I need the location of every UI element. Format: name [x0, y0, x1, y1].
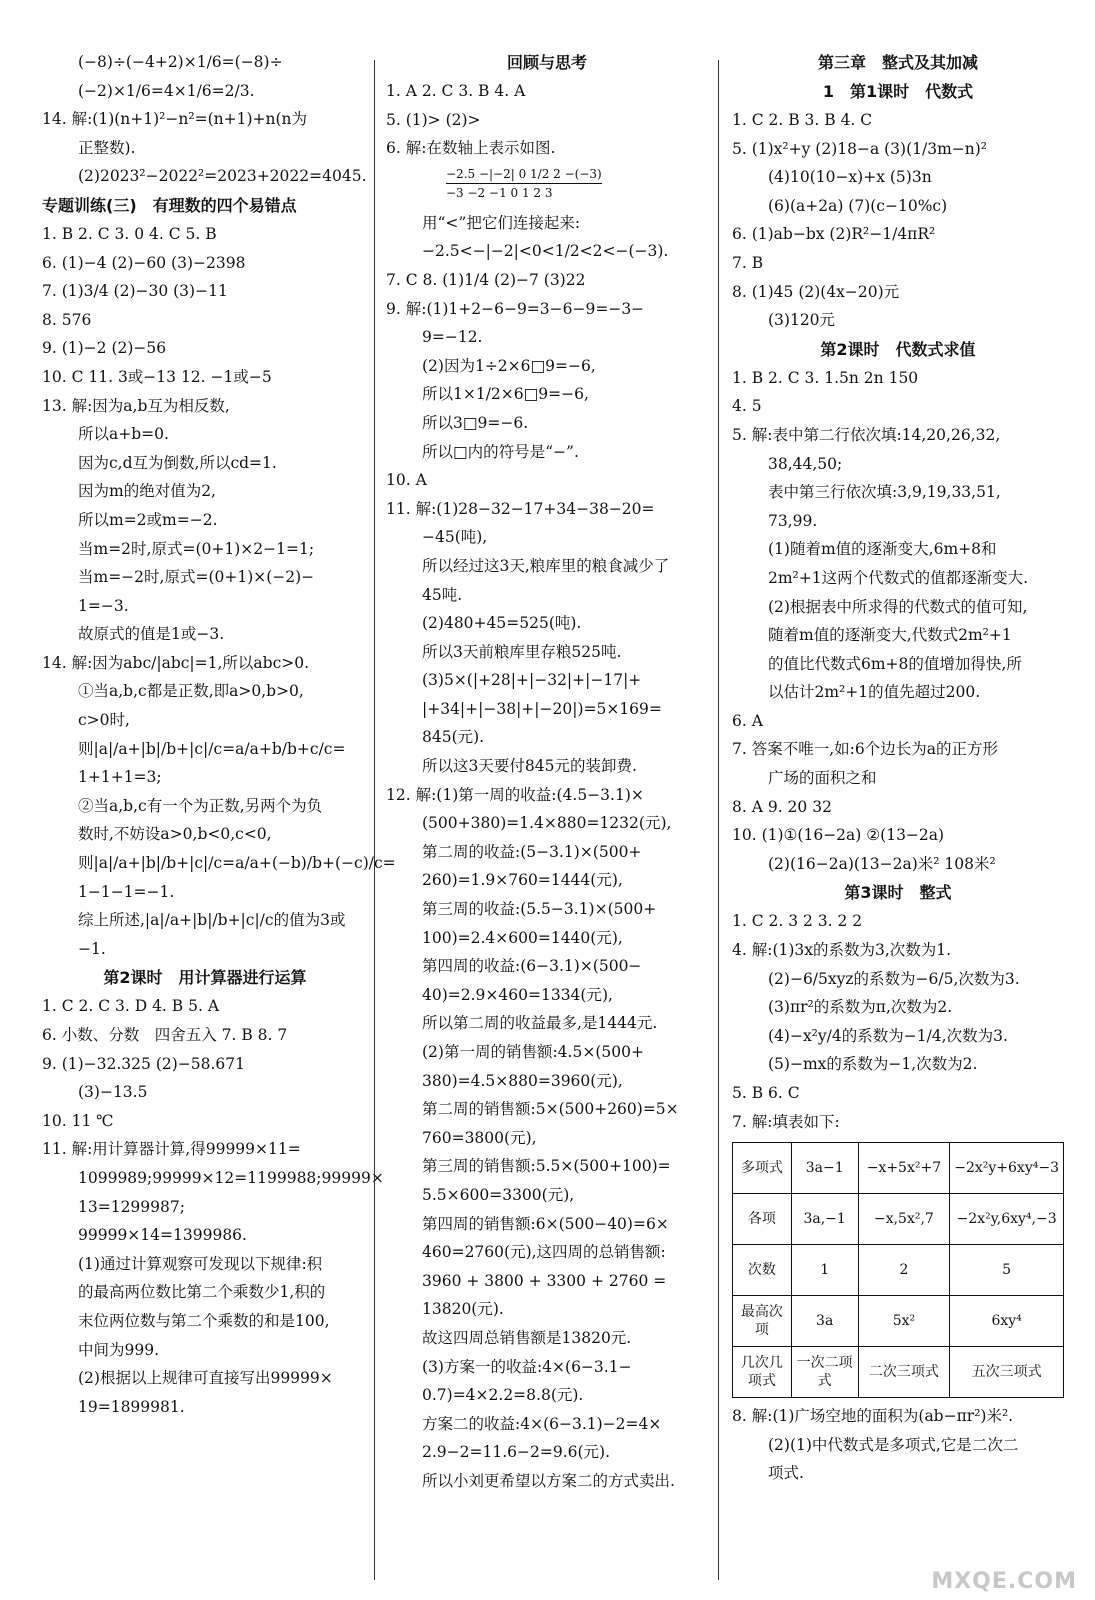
- text-line: 4. 解:(1)3x的系数为3,次数为1.: [732, 941, 952, 960]
- text-line: 9=−12.: [422, 328, 483, 347]
- text-line: (2)(16−2a)(13−2a)米² 108米²: [768, 854, 996, 873]
- section-heading: 第3课时 整式: [844, 883, 952, 903]
- text-line: 5. B 6. C: [732, 1084, 800, 1102]
- text-line: 因为c,d互为倒数,所以cd=1.: [78, 453, 277, 472]
- text-line: 7. B: [732, 253, 764, 272]
- text-line: 的最高两位数比第二个乘数少1,积的: [78, 1283, 326, 1302]
- text-line: 380)=4.5×880=3960(元),: [422, 1071, 623, 1090]
- text-line: 所以3□9=−6.: [422, 413, 529, 432]
- text-line: −2.5<−|−2|<0<1/2<2<−(−3).: [422, 242, 669, 261]
- table-cell: 一次二项式: [791, 1347, 858, 1398]
- table-cell: −x,5x²,7: [858, 1194, 950, 1245]
- text-line: 2m²+1这两个代数式的值都逐渐变大.: [768, 568, 1029, 587]
- text-line: 1. C 2. C 3. D 4. B 5. A: [42, 997, 220, 1016]
- text-line: 3960 + 3800 + 3300 + 2760 =: [422, 1271, 667, 1290]
- text-line: |+34|+|−38|+|−20|)=5×169=: [422, 699, 662, 718]
- text-line: 第四周的收益:(6−3.1)×(500−: [422, 957, 642, 976]
- table-cell: 五次三项式: [950, 1347, 1064, 1398]
- text-line: (2)根据表中所求得的代数式的值可知,: [768, 597, 1028, 616]
- section-heading: 第2课时 用计算器进行运算: [103, 968, 307, 988]
- section-heading: 回顾与思考: [506, 53, 587, 72]
- text-line: 因为m的绝对值为2,: [78, 482, 216, 501]
- text-line: 5. 解:表中第二行依次填:14,20,26,32,: [732, 425, 1001, 444]
- text-line: 5.5×600=3300(元),: [422, 1185, 575, 1204]
- table-cell: −x+5x²+7: [858, 1143, 950, 1194]
- text-line: 6. (1)−4 (2)−60 (3)−2398: [42, 253, 246, 272]
- table-row: [733, 1194, 1064, 1245]
- text-line: c>0时,: [78, 711, 130, 730]
- text-line: 1. B 2. C 3. 1.5n 2n 150: [732, 368, 919, 387]
- text-line: 760=3800(元),: [422, 1128, 537, 1147]
- text-line: 所以3天前粮库里存粮525吨.: [422, 642, 622, 661]
- text-line: 9. (1)−32.325 (2)−58.671: [42, 1054, 245, 1073]
- table-row-header: 各项: [733, 1194, 792, 1245]
- table-row: [733, 1143, 1064, 1194]
- text-line: (1)随着m值的逐渐变大,6m+8和: [768, 540, 997, 559]
- text-line: (500+380)=1.4×880=1232(元),: [422, 814, 672, 833]
- text-line: 1−1−1=−1.: [78, 882, 175, 901]
- text-line: 所以a+b=0.: [78, 425, 169, 444]
- text-line: ②当a,b,c有一个为正数,另两个为负: [78, 796, 323, 815]
- table-cell: 1: [791, 1245, 858, 1296]
- table-cell: 3a: [791, 1296, 858, 1347]
- text-line: (5)−mx的系数为−1,次数为2.: [768, 1055, 978, 1074]
- text-line: 11. 解:用计算器计算,得99999×11=: [42, 1140, 301, 1159]
- text-line: (2)2023²−2022²=2023+2022=4045.: [78, 167, 367, 186]
- text-line: 12. 解:(1)第一周的收益:(4.5−3.1)×: [386, 785, 644, 804]
- text-line: 45吨.: [422, 585, 463, 604]
- text-line: 第二周的销售额:5×(500+260)=5×: [422, 1100, 679, 1119]
- text-line: 随着m值的逐渐变大,代数式2m²+1: [768, 626, 1012, 645]
- text-line: 1=−3.: [78, 596, 129, 615]
- text-line: 845(元).: [422, 728, 485, 747]
- chapter-heading: 第三章 整式及其加减: [817, 53, 978, 72]
- text-line: 中间为999.: [78, 1340, 160, 1359]
- table-row-header: 几次几项式: [733, 1347, 792, 1398]
- text-line: 项式.: [768, 1464, 804, 1483]
- text-line: 40)=2.9×460=1334(元),: [422, 985, 613, 1004]
- table-row: [733, 1296, 1064, 1347]
- text-line: 第二周的收益:(5−3.1)×(500+: [422, 842, 642, 861]
- table-cell: 5x²: [858, 1296, 950, 1347]
- table-row-header: 多项式: [733, 1143, 792, 1194]
- text-line: 14. 解:因为abc/|abc|=1,所以abc>0.: [42, 653, 310, 672]
- column-left: [42, 48, 396, 1421]
- text-line: 正整数).: [78, 138, 136, 157]
- text-line: 10. A: [386, 471, 427, 490]
- text-line: 1. C 2. B 3. B 4. C: [732, 111, 873, 129]
- text-line: 13820(元).: [422, 1300, 504, 1319]
- text-line: 当m=−2时,原式=(0+1)×(−2)−: [78, 568, 315, 587]
- text-line: 1+1+1=3;: [78, 768, 162, 787]
- table-row: [733, 1245, 1064, 1296]
- table-cell: 3a,−1: [791, 1194, 858, 1245]
- text-line: 第三周的收益:(5.5−3.1)×(500+: [422, 900, 657, 919]
- text-line: 第四周的销售额:6×(500−40)=6×: [422, 1214, 669, 1233]
- column-divider: [374, 60, 375, 1580]
- text-line: (4)−x²y/4的系数为−1/4,次数为3.: [768, 1026, 1008, 1045]
- text-line: 0.7)=4×2.2=8.8(元).: [422, 1386, 584, 1405]
- text-line: 6. 小数、分数 四舍五入 7. B 8. 7: [42, 1026, 288, 1044]
- text-line: 表中第三行依次填:3,9,19,33,51,: [768, 483, 1001, 502]
- text-line: 19=1899981.: [78, 1397, 185, 1416]
- section-heading: 第2课时 代数式求值: [820, 339, 976, 359]
- text-line: ①当a,b,c都是正数,即a>0,b>0,: [78, 682, 304, 701]
- text-line: (6)(a+2a) (7)(c−10%c): [768, 196, 948, 215]
- watermark: MXQE.COM: [931, 1569, 1077, 1594]
- text-line: 14. 解:(1)(n+1)²−n²=(n+1)+n(n为: [42, 110, 307, 129]
- text-line: 广场的面积之和: [768, 769, 877, 788]
- text-line: 6. 解:在数轴上表示如图.: [386, 139, 556, 158]
- text-line: (2)(1)中代数式是多项式,它是二次二: [768, 1435, 1019, 1454]
- text-line: 260)=1.9×760=1444(元),: [422, 871, 623, 890]
- table-cell: −2x²y,6xy⁴,−3: [950, 1194, 1064, 1245]
- text-line: 当m=2时,原式=(0+1)×2−1=1;: [78, 539, 315, 558]
- text-line: 4. 5: [732, 397, 762, 416]
- text-line: 第三周的销售额:5.5×(500+100)=: [422, 1157, 671, 1176]
- text-line: (1)通过计算观察可发现以下规律:积: [78, 1254, 323, 1273]
- section-heading: 专题训练(三) 有理数的四个易错点: [42, 195, 297, 215]
- text-line: (3)方案一的收益:4×(6−3.1−: [422, 1357, 632, 1376]
- text-line: 100)=2.4×600=1440(元),: [422, 928, 623, 947]
- text-line: −1.: [78, 939, 106, 958]
- text-line: 1099989;99999×12=1199988;99999×: [78, 1168, 384, 1187]
- table-row-header: 次数: [733, 1245, 792, 1296]
- number-line-labels: −2.5 −|−2| 0 1/2 2 −(−3): [446, 165, 602, 184]
- section-heading: 1 第1课时 代数式: [822, 82, 974, 101]
- text-line: (2)根据以上规律可直接写出99999×: [78, 1369, 333, 1388]
- text-line: 9. (1)−2 (2)−56: [42, 339, 167, 358]
- text-line: (2)−6/5xyz的系数为−6/5,次数为3.: [768, 969, 1020, 988]
- text-line: 11. 解:(1)28−32−17+34−38−20=: [386, 499, 655, 518]
- column-divider: [718, 60, 719, 1580]
- text-line: 用“<”把它们连接起来:: [422, 213, 581, 232]
- text-line: 所以m=2或m=−2.: [78, 510, 218, 529]
- text-line: 末位两位数与第二个乘数的和是100,: [78, 1311, 330, 1330]
- text-line: 所以□内的符号是“−”.: [422, 442, 579, 461]
- text-line: 9. 解:(1)1+2−6−9=3−6−9=−3−: [386, 299, 645, 318]
- text-line: 5. (1)> (2)>: [386, 110, 481, 129]
- table-cell: 2: [858, 1245, 950, 1296]
- text-line: 所以经过这3天,粮库里的粮食减少了: [422, 556, 670, 575]
- text-line: (3)120元: [768, 311, 836, 330]
- text-line: 38,44,50;: [768, 454, 843, 473]
- text-line: 所以第二周的收益最多,是1444元.: [422, 1014, 658, 1033]
- text-line: 所以1×1/2×6□9=−6,: [422, 385, 589, 404]
- text-line: 1. B 2. C 3. 0 4. C 5. B: [42, 224, 217, 243]
- text-line: (2)因为1÷2×6□9=−6,: [422, 356, 596, 375]
- table-row: [733, 1347, 1064, 1398]
- text-line: (3)πr²的系数为π,次数为2.: [768, 998, 953, 1017]
- table-cell: 6xy⁴: [950, 1296, 1064, 1347]
- column-right: [732, 48, 1064, 1488]
- text-line: 则|a|/a+|b|/b+|c|/c=a/a+(−b)/b+(−c)/c=: [78, 854, 396, 873]
- text-line: 99999×14=1399986.: [78, 1226, 247, 1245]
- text-line: 10. 11 ℃: [42, 1111, 114, 1130]
- text-line: 10. (1)①(16−2a) ②(13−2a): [732, 826, 945, 845]
- column-middle: [386, 48, 708, 1496]
- text-line: 1. C 2. 3 2 3. 2 2: [732, 912, 863, 931]
- number-line-ticks: −3 −2 −1 0 1 2 3: [446, 185, 553, 200]
- text-line: 综上所述,|a|/a+|b|/b+|c|/c的值为3或: [78, 911, 346, 930]
- text-line: 的值比代数式6m+8的值增加得快,所: [768, 654, 1022, 673]
- text-line: 方案二的收益:4×(6−3.1)−2=4×: [422, 1414, 662, 1433]
- text-line: 故原式的值是1或−3.: [78, 625, 225, 644]
- text-line: 8. A 9. 20 32: [732, 797, 832, 816]
- text-line: 5. (1)x²+y (2)18−a (3)(1/3m−n)²: [732, 139, 988, 158]
- text-line: 13. 解:因为a,b互为相反数,: [42, 396, 230, 415]
- text-line: 则|a|/a+|b|/b+|c|/c=a/a+b/b+c/c=: [78, 739, 346, 758]
- text-line: 所以这3天要付845元的装卸费.: [422, 757, 637, 776]
- table-cell: 3a−1: [791, 1143, 858, 1194]
- number-line-figure: [386, 163, 708, 209]
- text-line: 13=1299987;: [78, 1197, 185, 1216]
- text-line: (2)第一周的销售额:4.5×(500+: [422, 1043, 644, 1061]
- text-line: 所以小刘更希望以方案二的方式卖出.: [422, 1471, 675, 1490]
- table-row-header: 最高次项: [733, 1296, 792, 1347]
- text-line: 以估计2m²+1的值先超过200.: [768, 683, 981, 702]
- text-line: (4)10(10−x)+x (5)3n: [768, 168, 932, 187]
- polynomial-table: [732, 1142, 1064, 1398]
- table-cell: 二次三项式: [858, 1347, 950, 1398]
- text-line: 8. 解:(1)广场空地的面积为(ab−πr²)米².: [732, 1407, 1014, 1426]
- text-line: 2.9−2=11.6−2=9.6(元).: [422, 1443, 611, 1462]
- text-line: 73,99.: [768, 511, 818, 530]
- text-line: 7. C 8. (1)1/4 (2)−7 (3)22: [386, 270, 586, 289]
- text-line: (−8)÷(−4+2)×1/6=(−8)÷: [78, 53, 283, 71]
- text-line: (−2)×1/6=4×1/6=2/3.: [78, 81, 255, 100]
- text-line: (2)480+45=525(吨).: [422, 614, 582, 633]
- text-line: (3)−13.5: [78, 1083, 148, 1102]
- text-line: 6. (1)ab−bx (2)R²−1/4πR²: [732, 225, 936, 244]
- text-line: 1. A 2. C 3. B 4. A: [386, 82, 526, 100]
- text-line: 故这四周总销售额是13820元.: [422, 1328, 632, 1347]
- text-line: 460=2760(元),这四周的总销售额:: [422, 1243, 666, 1262]
- text-line: 8. (1)45 (2)(4x−20)元: [732, 282, 900, 301]
- text-line: 7. (1)3/4 (2)−30 (3)−11: [42, 282, 228, 301]
- text-line: 8. 576: [42, 310, 92, 329]
- text-line: 数时,不妨设a>0,b<0,c<0,: [78, 825, 272, 844]
- text-line: 7. 答案不唯一,如:6个边长为a的正方形: [732, 740, 998, 759]
- text-line: 7. 解:填表如下:: [732, 1112, 840, 1131]
- text-line: −45(吨),: [422, 528, 488, 547]
- text-line: 10. C 11. 3或−13 12. −1或−5: [42, 367, 272, 386]
- text-line: 6. A: [732, 711, 763, 730]
- table-cell: −2x²y+6xy⁴−3: [950, 1143, 1064, 1194]
- table-cell: 5: [950, 1245, 1064, 1296]
- text-line: (3)5×(|+28|+|−32|+|−17|+: [422, 671, 642, 690]
